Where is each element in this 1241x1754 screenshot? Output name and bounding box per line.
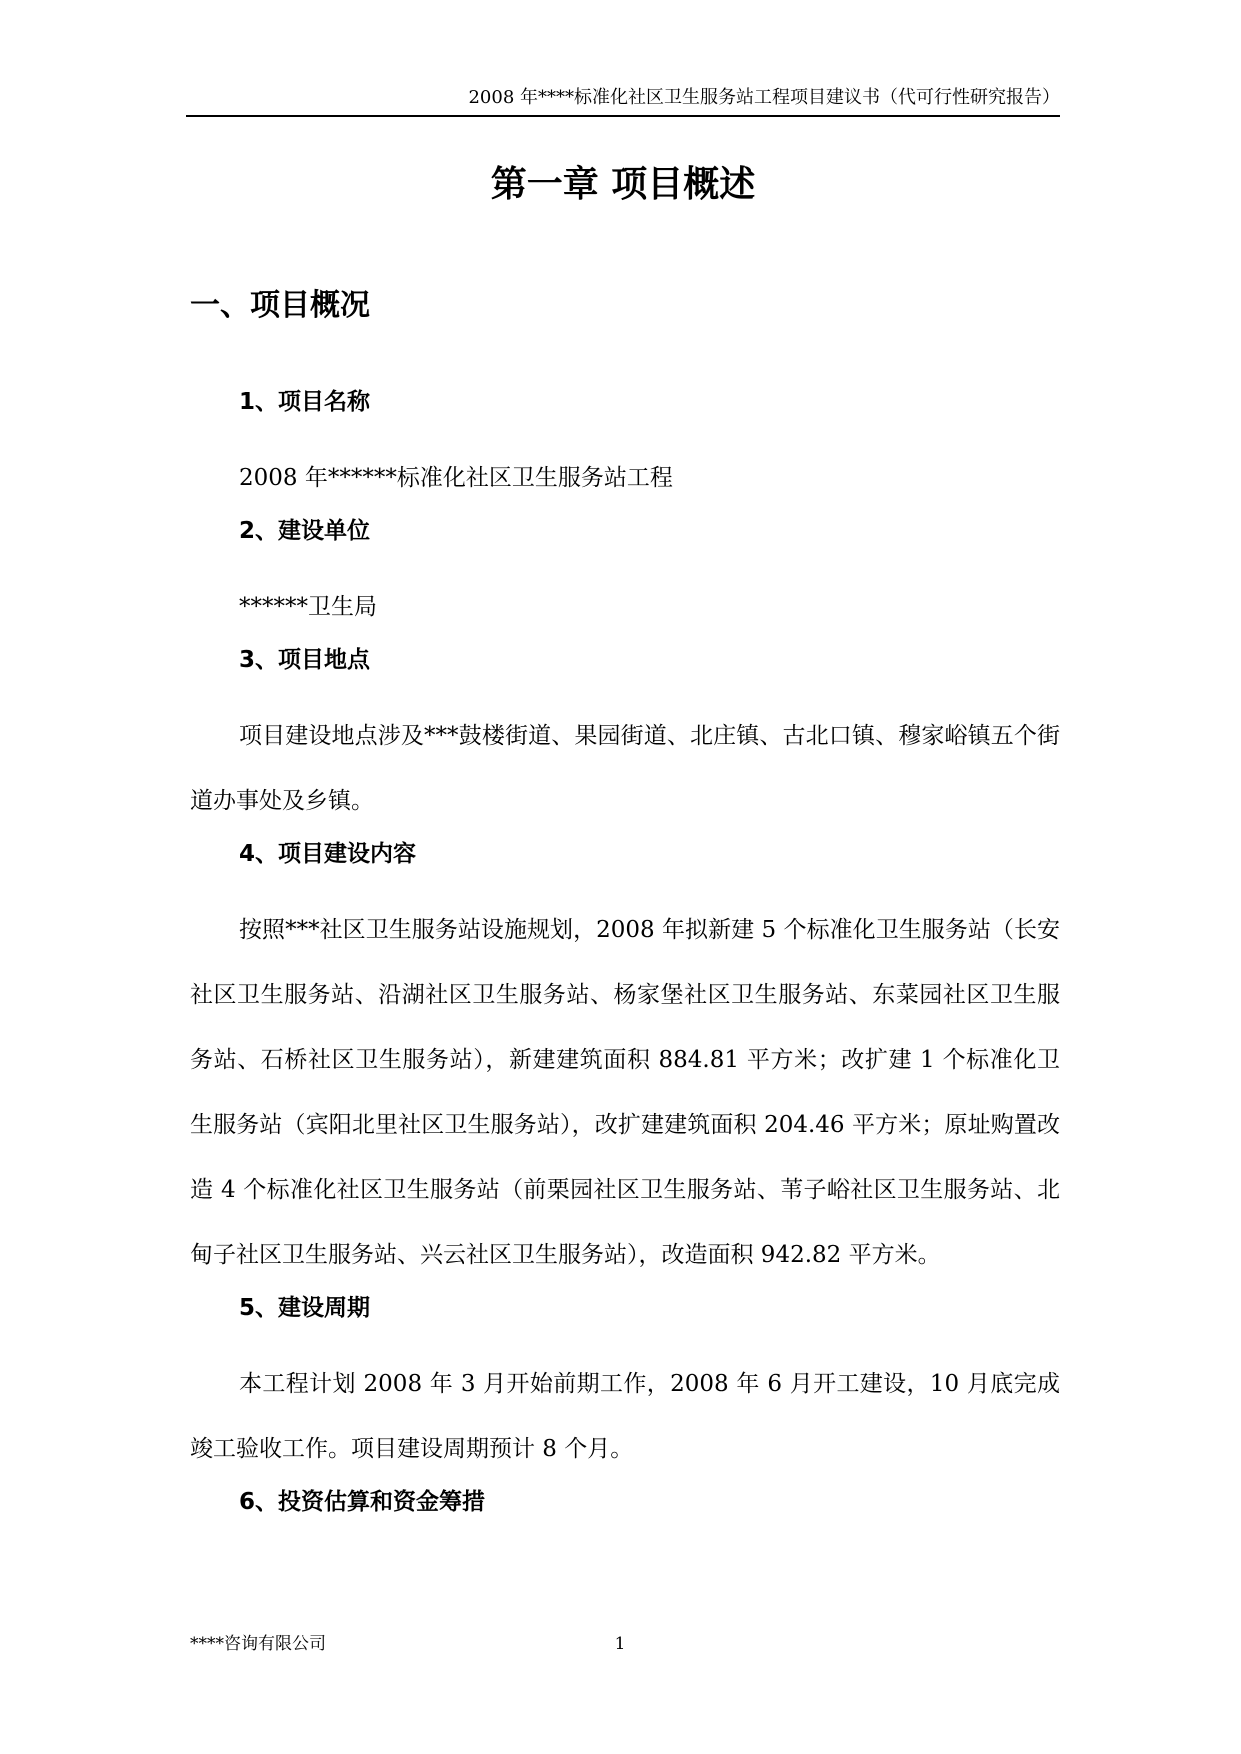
header-rule <box>186 115 1060 117</box>
running-header: 2008 年****标准化社区卫生服务站工程项目建议书（代可行性研究报告） <box>468 87 1060 108</box>
item-heading-2: 2、建设单位 <box>239 518 371 544</box>
footer-company: ****咨询有限公司 <box>190 1634 326 1654</box>
item-heading-6: 6、投资估算和资金筹措 <box>239 1489 486 1515</box>
item-paragraph-1: 2008 年******标准化社区卫生服务站工程 <box>239 465 673 491</box>
item-heading-1: 1、项目名称 <box>239 389 371 415</box>
section-content <box>190 382 1060 1546</box>
section-title: 一、项目概况 <box>190 288 370 323</box>
item-paragraph-3: 项目建设地点涉及***鼓楼街道、果园街道、北庄镇、古北口镇、穆家峪镇五个街道办事处及乡镇。 <box>190 723 1060 814</box>
item-paragraph-4: 按照***社区卫生服务站设施规划，2008 年拟新建 5 个标准化卫生服务站（长安社区卫生服务站、沿湖社区卫生服务站、杨家堡社区卫生服务站、东菜园社区卫生服务站、石桥社区卫生服务站），新建建筑面积 884.81 平方米；改扩建 1 个标准化卫生服务站（宾阳北里社区卫生服务站），改扩建建筑面积 204.46 平方米；原址购置改造 4 个标准化社区卫生服务站（前栗园社区卫生服务站、苇子峪社区卫生服务站、北甸子社区卫生服务站、兴云社区卫生服务站），改造面积 942.82 平方米。 <box>190 917 1060 1268</box>
item-paragraph-2: ******卫生局 <box>239 594 377 620</box>
item-heading-3: 3、项目地点 <box>239 647 371 673</box>
page-number: 1 <box>614 1634 626 1654</box>
item-heading-4: 4、项目建设内容 <box>239 841 417 867</box>
item-heading-5: 5、建设周期 <box>239 1295 371 1321</box>
item-paragraph-5: 本工程计划 2008 年 3 月开始前期工作，2008 年 6 月开工建设，10 月底完成竣工验收工作。项目建设周期预计 8 个月。 <box>190 1371 1060 1462</box>
chapter-title: 第一章 项目概述 <box>490 164 756 205</box>
